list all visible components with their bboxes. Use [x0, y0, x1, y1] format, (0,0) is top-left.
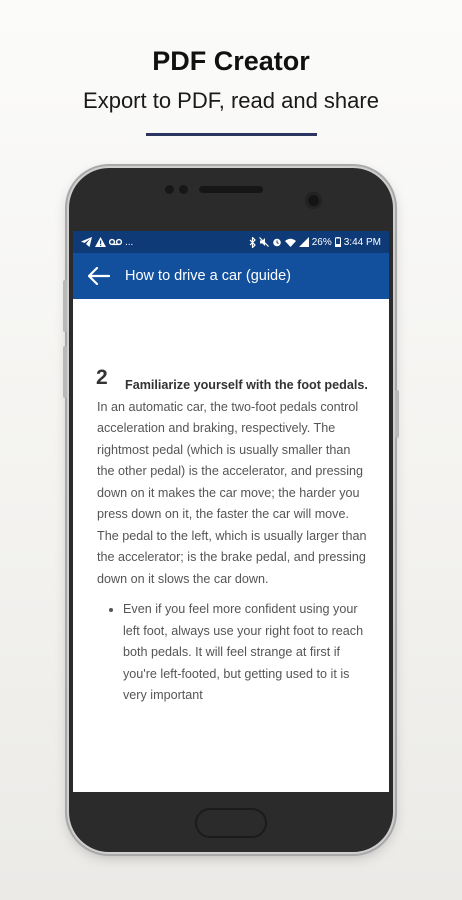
more-notifications-label: ... [125, 236, 134, 248]
tips-list [97, 599, 369, 707]
promo-title: PDF Creator [152, 46, 310, 76]
signal-icon [299, 237, 309, 247]
phone-screen [73, 231, 389, 792]
article-content[interactable] [73, 299, 389, 707]
back-arrow-icon[interactable] [87, 266, 111, 286]
battery-icon [335, 237, 341, 247]
step-heading: Familiarize yourself with the foot pedals. [125, 378, 368, 392]
alarm-icon [272, 237, 282, 247]
earpiece-speaker [199, 186, 263, 193]
mute-icon [259, 237, 269, 247]
promo-divider [146, 133, 317, 136]
front-camera [305, 192, 322, 209]
app-bar [73, 253, 389, 299]
clock: 3:44 PM [343, 236, 381, 248]
status-left [81, 237, 133, 248]
battery-percent: 26% [311, 236, 332, 248]
power-button [395, 390, 399, 438]
promo-subtitle: Export to PDF, read and share [83, 88, 379, 113]
app-bar-title: How to drive a car (guide) [125, 268, 292, 284]
voicemail-icon [109, 238, 122, 246]
step-number: 2 [96, 366, 108, 389]
step-body: In an automatic car, the two-foot pedals control acceleration and braking, respectively. The rightmost pedal (which is usually smaller than the other pedal) is the accelerator, and pressing down on it makes the car move; the harder you press down on it, the faster the car will move. The pedal to the left, which is usually larger than the accelerator; is the brake pedal, and pressing down on it slows the car down. [97, 399, 367, 586]
list-item: • Even if you feel more confident using your left foot, always use your right foot to reach both pedals. It will feel strange at first if you're left-footed, but getting used to it is very important [123, 599, 369, 707]
sensor-dot [165, 185, 174, 194]
volume-button [63, 346, 67, 398]
volume-button [63, 280, 67, 332]
sensor-dot [179, 185, 188, 194]
phone-frame [69, 168, 393, 852]
status-bar [73, 231, 389, 253]
telegram-icon [81, 237, 92, 247]
warning-icon [95, 237, 106, 247]
bluetooth-icon [249, 237, 256, 248]
step-paragraph [97, 375, 369, 590]
home-button[interactable] [195, 808, 267, 838]
wifi-icon [285, 238, 296, 247]
status-right [249, 237, 381, 248]
